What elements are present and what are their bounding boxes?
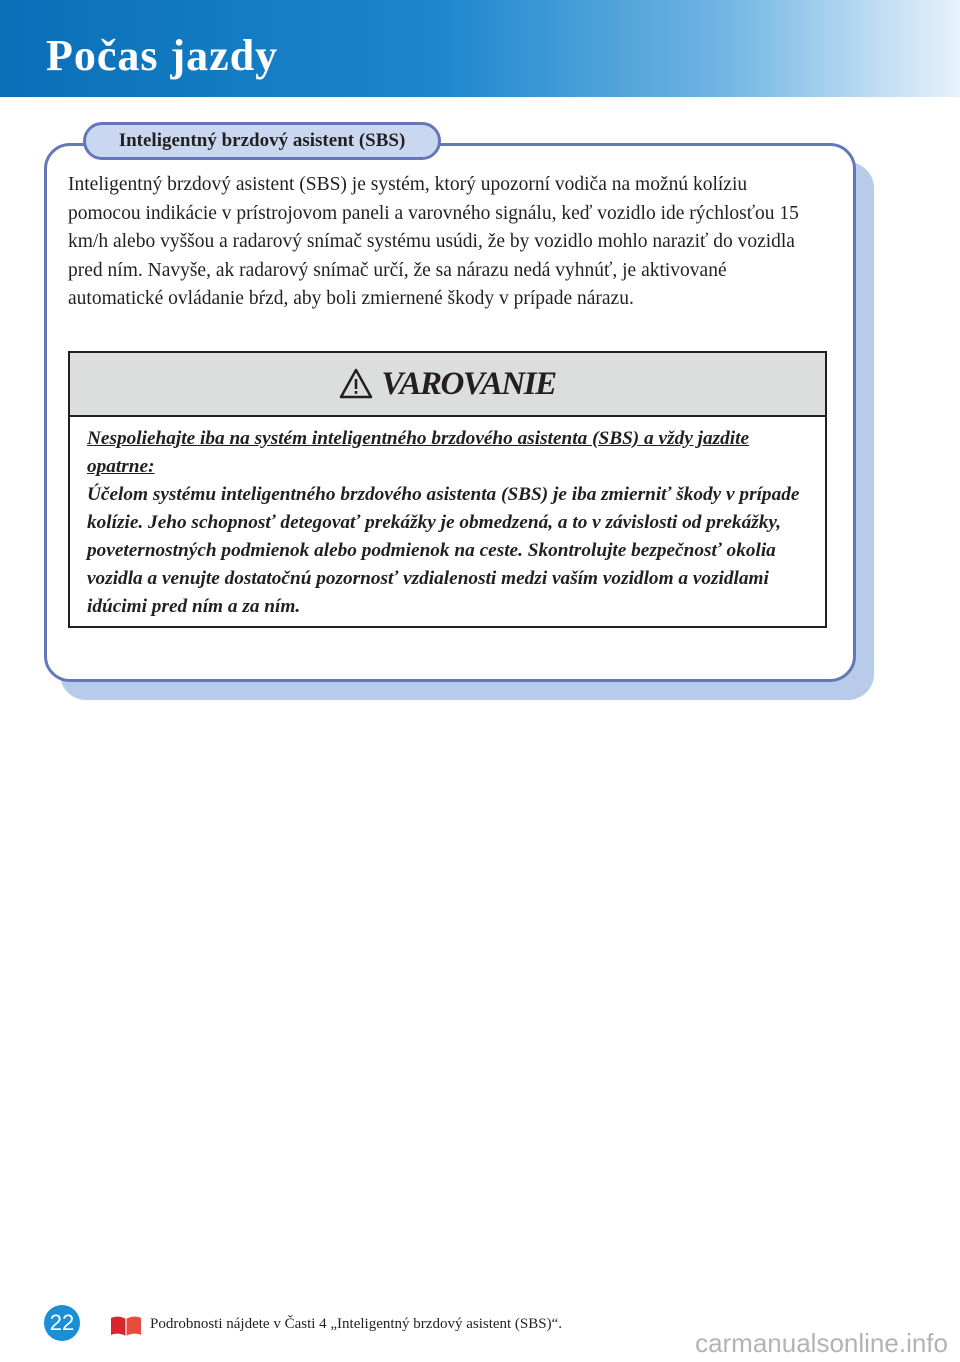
- watermark: carmanualsonline.info: [695, 1328, 948, 1358]
- section-tab: Inteligentný brzdový asistent (SBS): [83, 122, 441, 160]
- warning-triangle-icon: [339, 368, 373, 400]
- book-icon: [109, 1315, 143, 1337]
- warning-body: [87, 425, 815, 621]
- footer-reference: Podrobnosti nájdete v Časti 4 „Inteligentný brzdový asistent (SBS)“.: [150, 1316, 563, 1332]
- warning-title: VAROVANIE: [381, 365, 556, 402]
- warning-lead: Nespoliehajte iba na systém inteligentného brzdového asistenta (SBS) a vždy jazdite opatrne:: [87, 428, 750, 477]
- warning-text: Účelom systému inteligentného brzdového asistenta (SBS) je iba zmierniť škody v prípade kolízie. Jeho schopnosť detegovať prekážky je obmedzená, a to v závislosti od prekážky, poveternostných podmienok alebo podmienok na ceste. Skontrolujte bezpečnosť okolia vozidla a venujte dostatočnú pozornosť vzdialenosti medzi vaším vozidlom a vozidlami idúcimi pred ním a za ním.: [87, 484, 800, 617]
- page-number: 22: [44, 1305, 80, 1341]
- warning-box: [68, 351, 827, 628]
- page-title: Počas jazdy: [46, 31, 279, 80]
- intro-paragraph: Inteligentný brzdový asistent (SBS) je systém, ktorý upozorní vodiča na možnú kolíziu pomocou indikácie v prístrojovom paneli a varovného signálu, keď vozidlo ide rýchlosťou 15 km/h alebo vyššou a radarový snímač systému usúdi, že by vozidlo mohlo naraziť do vozidla pred ním. Navyše, ak radarový snímač určí, že sa nárazu nedá vyhnúť, je aktivované automatické ovládanie bŕzd, aby boli zmiernené škody v prípade nárazu.: [68, 174, 799, 309]
- warning-header: [70, 353, 825, 417]
